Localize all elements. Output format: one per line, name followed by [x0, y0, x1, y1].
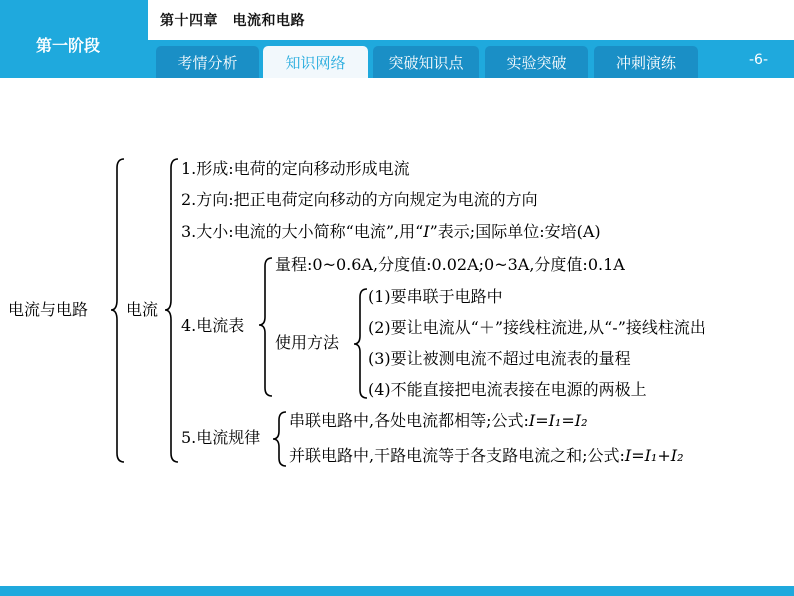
root-node: 电流与电路 [8, 300, 89, 319]
method-step-1: (1)要串联于电路中 [368, 287, 503, 306]
brace-root [111, 159, 124, 462]
tab-knowledge-network[interactable]: 知识网络 [263, 46, 368, 78]
tab-experiment[interactable]: 实验突破 [485, 46, 588, 78]
tab-exam-analysis[interactable]: 考情分析 [156, 46, 259, 78]
tab-key-points[interactable]: 突破知识点 [373, 46, 479, 78]
law-series: 串联电路中,各处电流都相等;公式:I=I₁=I₂ [289, 411, 588, 430]
method-step-2: (2)要让电流从“＋”接线柱流进,从“-”接线柱流出 [368, 318, 706, 337]
item-magnitude: 3.大小:电流的大小简称“电流”,用“I”表示;国际单位:安培(A) [181, 222, 601, 241]
item-formation: 1.形成:电荷的定向移动形成电流 [181, 159, 410, 178]
stage-label: 第一阶段 [36, 36, 101, 55]
series-formula: I=I₁=I₂ [528, 411, 588, 430]
method-step-3: (3)要让被测电流不超过电流表的量程 [368, 349, 631, 368]
item-ammeter: 4.电流表 [181, 316, 245, 335]
parallel-formula: I=I₁+I₂ [624, 446, 684, 465]
brace-law [273, 412, 286, 466]
brace-method [354, 289, 367, 398]
ammeter-range: 量程:0~0.6A,分度值:0.02A;0~3A,分度值:0.1A [275, 255, 625, 274]
item-direction: 2.方向:把正电荷定向移动的方向规定为电流的方向 [181, 190, 538, 209]
law-parallel: 并联电路中,干路电流等于各支路电流之和;公式:I=I₁+I₂ [289, 446, 684, 465]
item-current-law: 5.电流规律 [181, 428, 261, 447]
method-step-4: (4)不能直接把电流表接在电源的两极上 [368, 380, 647, 399]
current-symbol: I [423, 222, 430, 241]
ammeter-method: 使用方法 [275, 333, 340, 352]
brace-ammeter [259, 258, 272, 396]
page-number: -6- [748, 52, 768, 68]
tab-practice[interactable]: 冲刺演练 [594, 46, 698, 78]
sub-node: 电流 [126, 300, 159, 319]
bottom-bar [0, 586, 794, 596]
chapter-title: 第十四章 电流和电路 [160, 13, 305, 29]
brace-sub [165, 159, 178, 462]
